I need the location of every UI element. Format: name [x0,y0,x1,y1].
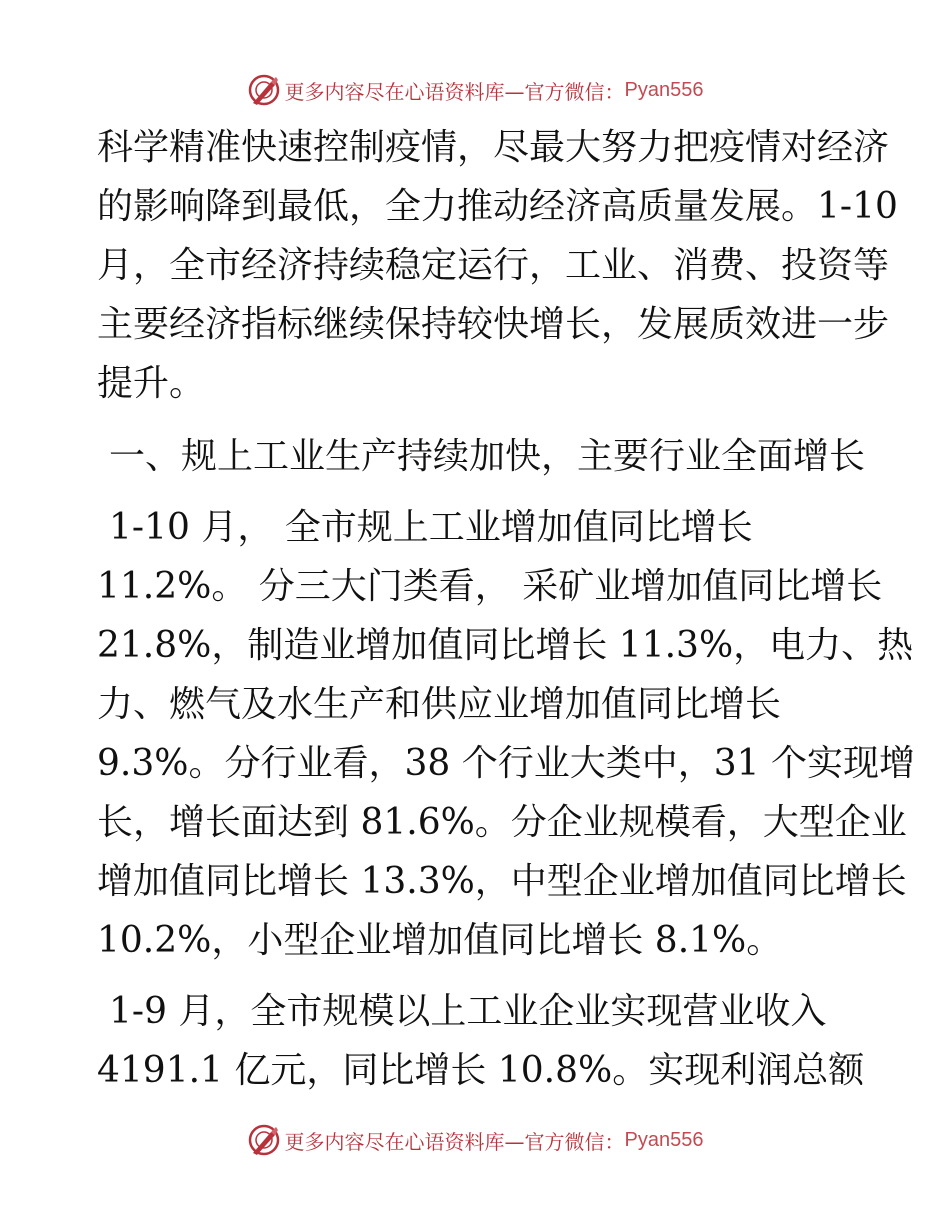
text-line: 力、燃气及水生产和供应业增加值同比增长 [97,684,782,725]
text-line: 增加值同比增长 13.3%，中型企业增加值同比增长 [97,861,907,902]
text-line: 1-10 月， 全市规上工业增加值同比增长 [109,507,753,548]
text-line: 月，全市经济持续稳定运行，工业、消费、投资等 [97,245,890,286]
section-heading: 一、规上工业生产持续加快，主要行业全面增长 [109,436,866,477]
paragraph-revenue [97,982,865,1100]
paragraph-intro [97,118,898,413]
text-line: 4191.1 亿元，同比增长 10.8%。实现利润总额 [97,1050,865,1091]
text-line: 科学精准快速控制疫情，尽最大努力把疫情对经济 [97,127,890,168]
text-line: 11.2%。 分三大门类看， 采矿业增加值同比增长 [97,566,883,607]
pen-logo-icon [247,1123,281,1157]
article-body [97,118,915,1100]
pen-logo-icon [247,73,281,107]
watermark-text: 更多内容尽在心语资料库—官方微信： [284,79,625,104]
paragraph-industry [97,498,915,970]
text-line: 的影响降到最低，全力推动经济高质量发展。1-10 [97,186,898,227]
watermark-handle: Pyan556 [624,78,704,101]
text-line: 主要经济指标继续保持较快增长，发展质效进一步 [97,304,890,345]
text-line: 21.8%，制造业增加值同比增长 11.3%，电力、热 [97,625,914,666]
watermark-header [0,70,950,110]
text-line: 1-9 月，全市规模以上工业企业实现营业收入 [109,991,827,1032]
text-line: 长，增长面达到 81.6%。分企业规模看，大型企业 [97,802,907,843]
text-line: 9.3%。分行业看，38 个行业大类中，31 个实现增 [97,743,915,784]
watermark-footer [0,1120,950,1160]
text-line: 10.2%，小型企业增加值同比增长 8.1%。 [97,920,783,961]
watermark-handle: Pyan556 [624,1128,704,1151]
text-line: 提升。 [97,363,206,404]
watermark-text: 更多内容尽在心语资料库—官方微信： [284,1129,625,1154]
